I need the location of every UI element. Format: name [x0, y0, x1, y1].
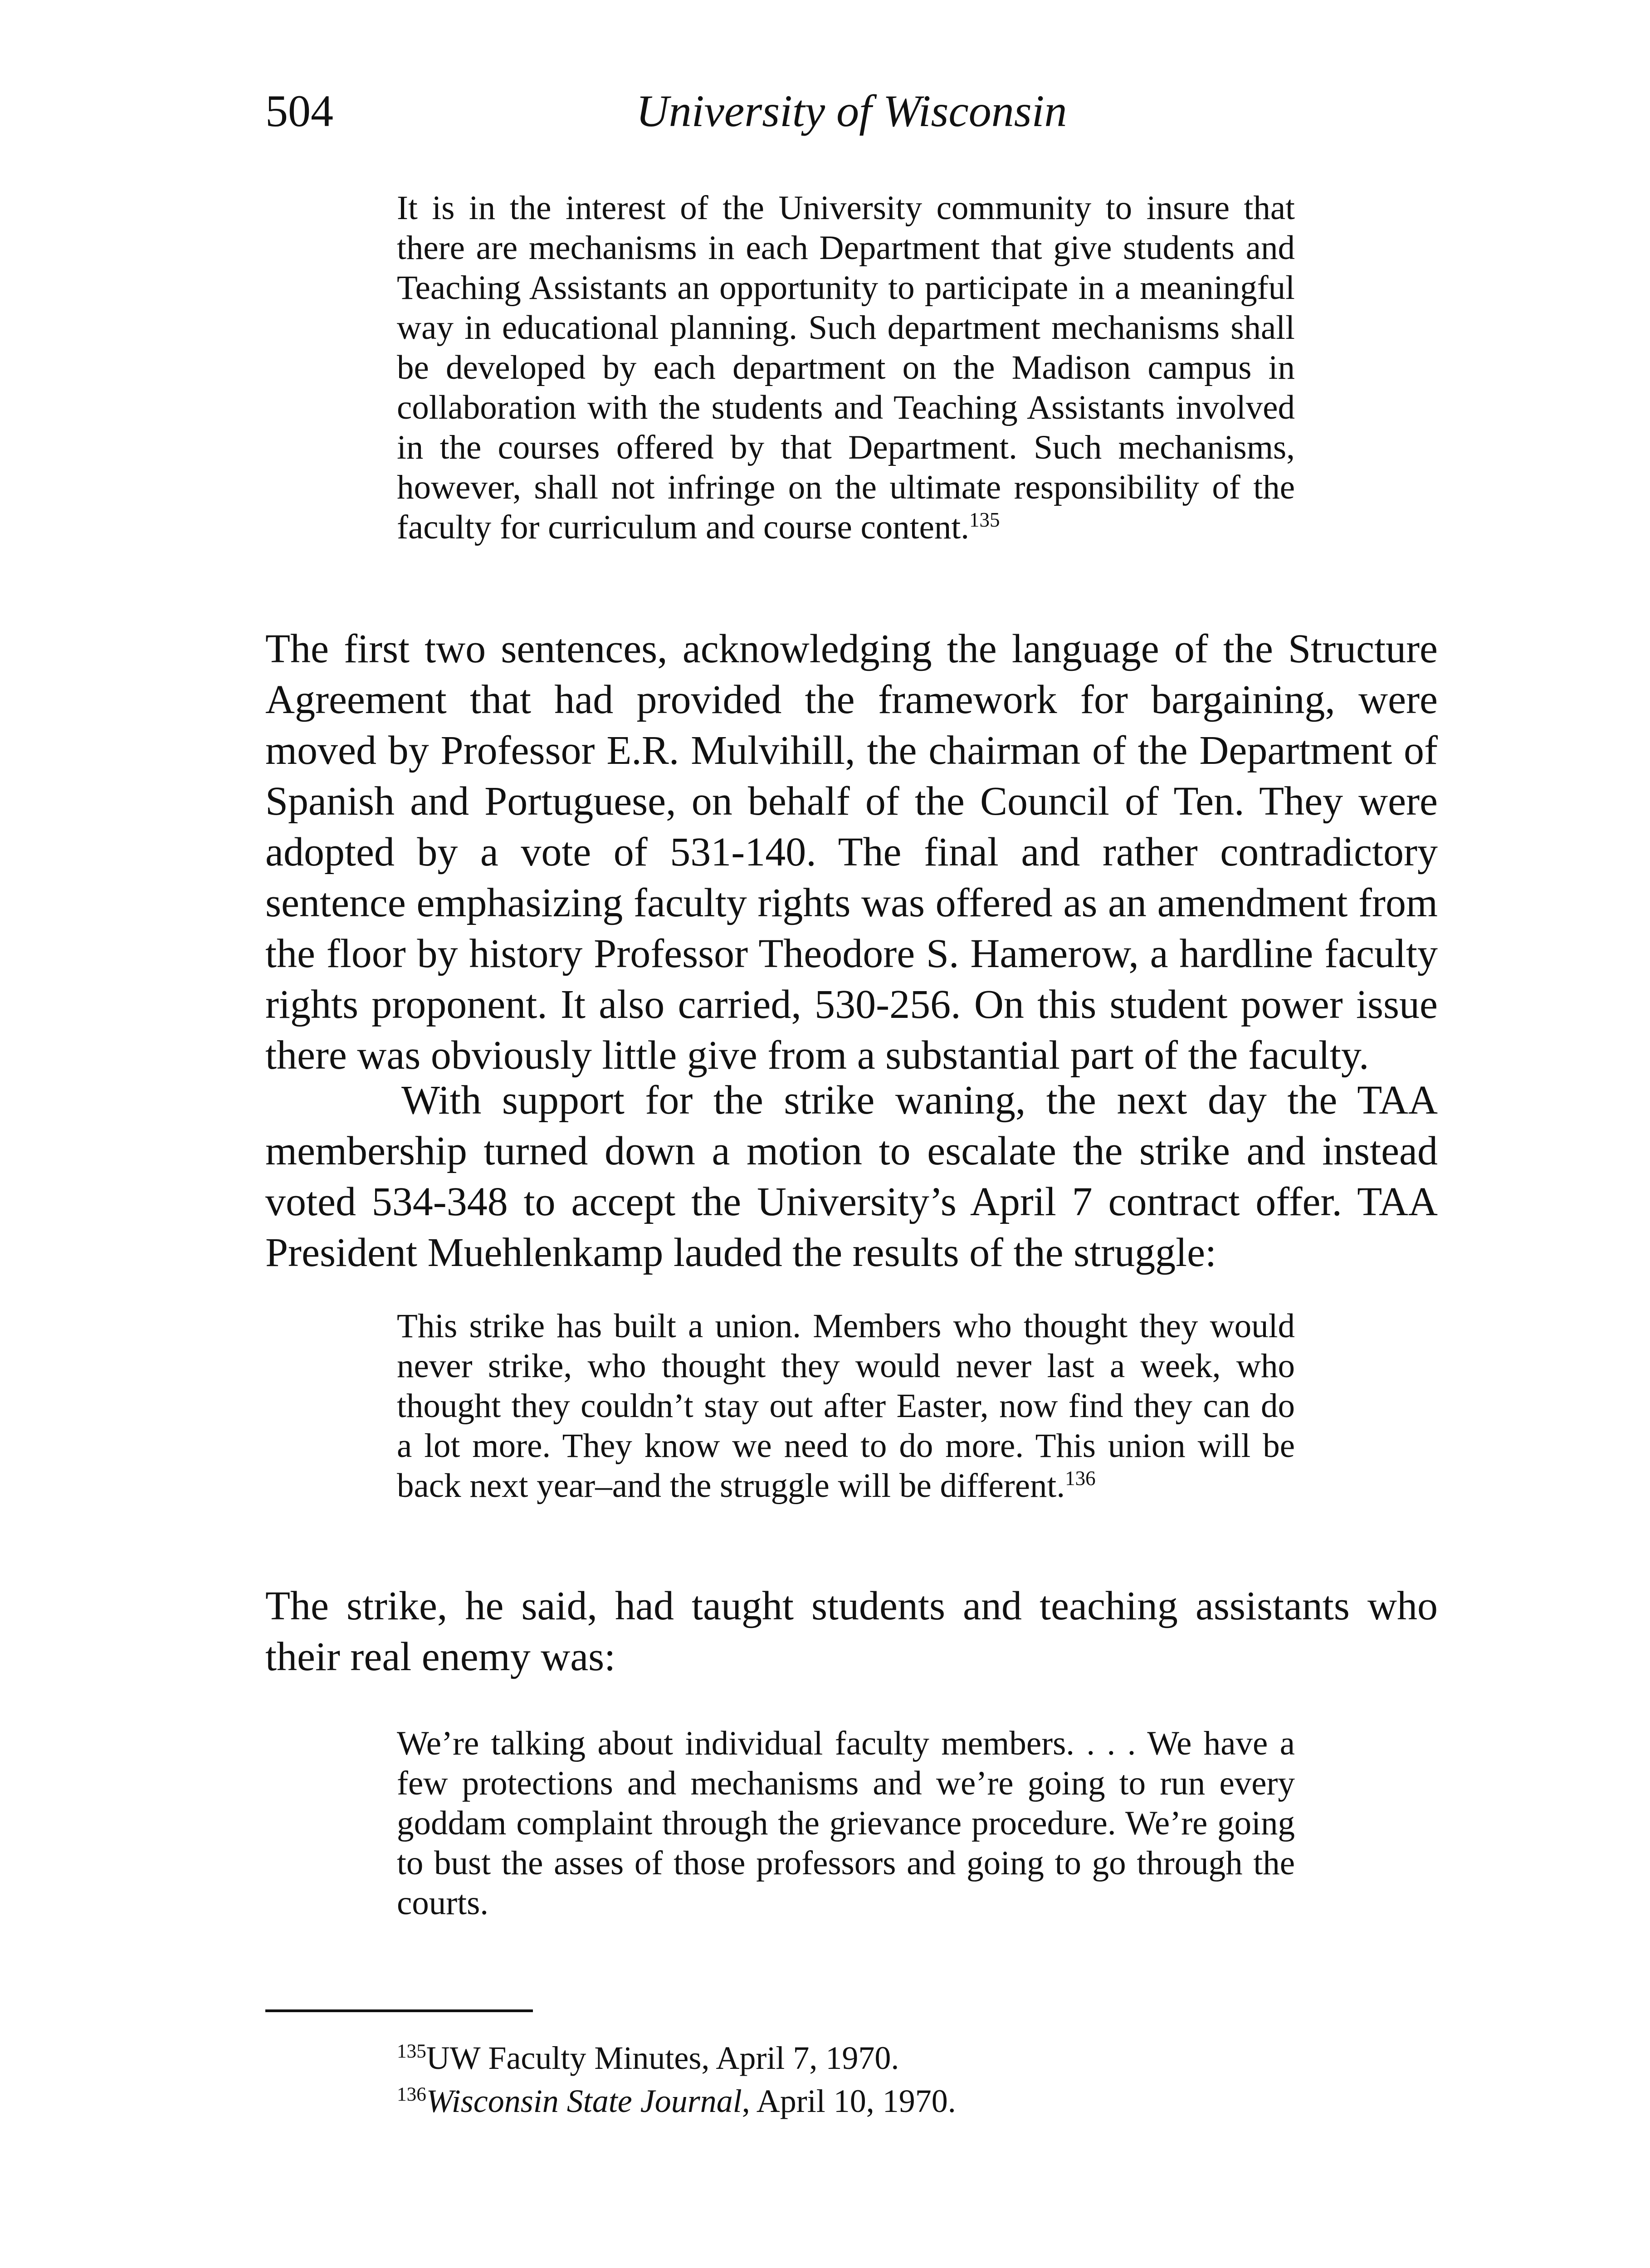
footnote-reference: 136: [1065, 1467, 1096, 1490]
footnote-text: , April 10, 1970.: [742, 2083, 956, 2119]
body-paragraph: With support for the strike waning, the next day the TAA membership turned down a motion to escalate the strike and instead voted 534-348 to accept the University’s April 7 contract offer. TAA President Muehlenkamp lauded the results of the struggle:: [265, 1078, 1438, 1275]
footnote-number: 136: [397, 2084, 426, 2105]
footnote-135: [397, 2037, 1349, 2080]
footnote-publication-title: Wisconsin State Journal: [426, 2083, 742, 2119]
block-quote-resolution: [397, 188, 1295, 547]
footnote-text: UW Faculty Minutes, April 7, 1970.: [426, 2040, 899, 2076]
running-title: University of Wisconsin: [636, 86, 1067, 136]
footnote-number: 135: [397, 2041, 426, 2062]
footnote-136: [397, 2080, 1349, 2123]
footnotes: [397, 2037, 1349, 2123]
running-head: [265, 88, 1438, 152]
block-quote-text: This strike has built a union. Members who thought they would never strike, who thought they would never last a week, who thought they couldn’t stay out after Easter, now find they can do a lot more. They know we need to do more. This union will be back next year–and the struggle will be different.: [397, 1307, 1295, 1505]
footnote-divider: [265, 2009, 533, 2012]
footnote-reference: 135: [969, 508, 1000, 531]
body-paragraph: The first two sentences, acknowledging the language of the Structure Agreement that had provided the framework for bargaining, were moved by Professor E.R. Mulvihill, the chairman of the Department of Spanish and Portuguese, on behalf of the Council of Ten. They were adopted by a vote of 531-140. The final and rather contradictory sentence emphasizing faculty rights was offered as an amendment from the floor by history Professor Theodore S. Hamerow, a hardline faculty rights proponent. It also carried, 530-256. On this student power issue there was obviously little give from a substantial part of the faculty.: [265, 626, 1438, 1078]
block-quote-faculty: We’re talking about individual faculty members. . . . We have a few protections and mechanisms and we’re going to run every goddam complaint through the grievance procedure. We’re going to bust the asses of those professors and going to go through the courts.: [397, 1725, 1295, 1922]
body-paragraph: The strike, he said, had taught students and teaching assistants who their real enemy was:: [265, 1584, 1438, 1679]
block-quote-muehlenkamp: [397, 1306, 1295, 1506]
block-quote-text: It is in the interest of the University community to insure that there are mechanisms in each Department that give students and Teaching Assistants an opportunity to participate in a meaningful way in educational planning. Such department mechanisms shall be developed by each department on the Madison campus in collaboration with the students and Teaching Assistants involved in the courses offered by that Department. Such mechanisms, however, shall not infringe on the ultimate responsibility of the faculty for curriculum and course content.: [397, 189, 1295, 546]
page-number: 504: [265, 86, 333, 136]
